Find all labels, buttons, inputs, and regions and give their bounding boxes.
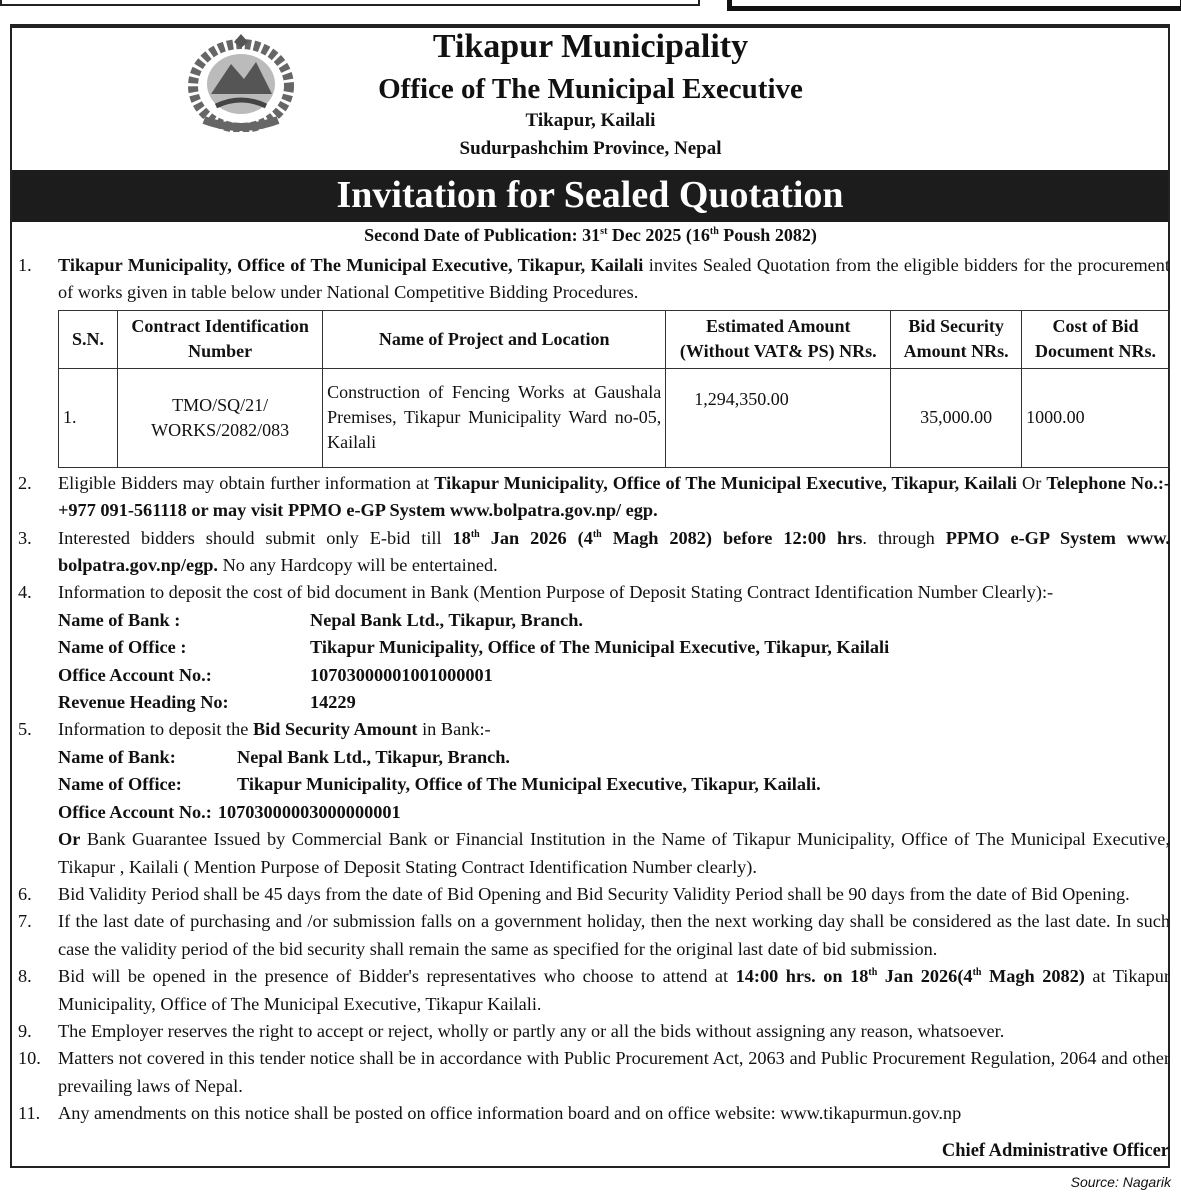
text-segment: Information to deposit the cost of bid document in Bank (Mention Purpose of Deposit Stating Contract Identification Number Clearly):- — [58, 582, 1054, 603]
text-segment: Matters not covered in this tender notice shall be in accordance with Public Procurement Act, 2063 and Public Procurement Regulation, 2064 and other prevailing laws of Nepal. — [58, 1048, 1170, 1096]
text-segment: . through — [862, 527, 946, 548]
list-item — [18, 881, 1170, 908]
paragraph — [58, 826, 1170, 881]
quotation-table — [58, 310, 1170, 468]
bank-detail-row — [58, 662, 1170, 689]
table-cell: 1000.00 — [1022, 368, 1170, 467]
table-cell: 1. — [59, 368, 118, 467]
item-body — [58, 579, 1170, 716]
list-item — [18, 908, 1170, 963]
bank-detail-row — [58, 607, 1170, 634]
text-segment: Eligible Bidders may obtain further information at — [58, 472, 435, 493]
address-city: Tikapur, Kailali — [525, 110, 656, 131]
list-item — [18, 470, 1170, 525]
item-body — [58, 908, 1170, 963]
list-item — [18, 1045, 1170, 1100]
text-segment: th — [709, 226, 719, 237]
item-number: 3. — [18, 527, 32, 548]
table-row — [59, 368, 1170, 467]
text-segment: Bid Security Amount — [252, 719, 418, 740]
previous-ad-border — [727, 0, 1181, 11]
signature: Chief Administrative Officer — [941, 1141, 1169, 1161]
text-segment: invites Sealed Quotation from the eligible bidders for the procurement of works given in table below under National Competitive Bidding Procedures. — [58, 255, 1170, 303]
text-segment: Bank Guarantee Issued by Commercial Bank or Financial Institution in the Name of Tikapur Municipality, Office of The Municipal Executive, Tikapur , Kailali ( Mention Purpose of Deposit Stating Contract Identification Number clearly). — [58, 829, 1170, 877]
column-header: S.N. — [59, 310, 118, 368]
text-segment: If the last date of purchasing and /or submission falls on a government holiday, then the next working day shall be considered as the last date. In such case the validity period of the bid security shall remain the same as specified for the original last date of bid submission. — [58, 911, 1170, 959]
paragraph — [58, 716, 1170, 743]
list-item — [18, 525, 1170, 580]
table-cell: 1,294,350.00 — [666, 368, 891, 467]
text-segment: PPMO e-GP System www. bolpatra.gov.np/egp. — [58, 527, 1170, 576]
item-body — [58, 252, 1170, 470]
text-segment: Magh 2082) before 12:00 hrs — [601, 527, 863, 548]
paragraph — [58, 1045, 1170, 1100]
text-segment: Tikapur Municipality, Office of The Municipal Executive, Tikapur, Kailali — [434, 472, 1017, 493]
list-item — [18, 252, 1170, 470]
text-segment: No any Hardcopy will be entertained. — [218, 555, 498, 576]
detail-value: 10703000003000000001 — [217, 801, 401, 822]
text-segment: Bid Validity Period shall be 45 days from the date of Bid Opening and Bid Security Validity Period shall be 90 days from the date of Bid Opening. — [58, 883, 1130, 904]
item-number: 7. — [18, 911, 32, 932]
paragraph — [58, 470, 1170, 525]
text-segment: Second Date of Publication: 31 — [364, 225, 601, 245]
detail-label: Name of Office : — [58, 637, 187, 658]
notice-banner: Invitation for Sealed Quotation — [12, 170, 1168, 222]
detail-label: Name of Office: — [58, 774, 182, 795]
item-number: 9. — [18, 1020, 32, 1041]
text-segment: th — [868, 967, 878, 979]
paragraph — [58, 963, 1170, 1018]
paragraph — [58, 252, 1170, 307]
source-credit: Source: Nagarik — [1070, 1174, 1171, 1190]
text-segment: th — [470, 528, 480, 540]
item-body — [58, 1045, 1170, 1100]
address-province: Sudurpashchim Province, Nepal — [459, 138, 722, 159]
table-cell: TMO/SQ/21/ WORKS/2082/083 — [118, 368, 323, 467]
item-body — [58, 1100, 1170, 1127]
text-segment: Interested bidders should submit only E-bid till — [58, 527, 453, 548]
detail-value: 10703000001001000001 — [310, 664, 493, 685]
item-body — [58, 716, 1170, 880]
text-segment: 18 — [452, 527, 471, 548]
item-number: 11. — [18, 1103, 41, 1124]
detail-label: Revenue Heading No: — [58, 692, 229, 713]
item-number: 4. — [18, 582, 32, 603]
column-header: Contract Identification Number — [118, 310, 323, 368]
item-number: 10. — [18, 1048, 41, 1069]
item-body — [58, 470, 1170, 525]
paragraph — [58, 908, 1170, 963]
text-segment: Telephone No.:- +977 091-561118 or may visit PPMO e-GP System www.bolpatra.gov.np/ egp. — [58, 472, 1170, 521]
bank-detail-row — [58, 689, 1170, 716]
list-item — [18, 1018, 1170, 1045]
item-body — [58, 881, 1170, 908]
item-body — [58, 525, 1170, 580]
text-segment: Or — [1016, 472, 1047, 493]
item-body — [58, 1018, 1170, 1045]
detail-label: Name of Bank : — [58, 609, 181, 630]
text-segment: st — [600, 226, 608, 237]
item-number: 2. — [18, 472, 32, 493]
text-segment: 14:00 hrs. on 18 — [735, 966, 869, 987]
text-segment: in Bank:- — [417, 719, 491, 740]
publication-date — [0, 225, 1181, 246]
detail-value: 14229 — [310, 692, 356, 713]
paragraph — [58, 579, 1170, 606]
previous-ad-border — [0, 0, 700, 6]
paragraph — [58, 525, 1170, 580]
item-body — [58, 963, 1170, 1018]
bank-detail-row — [58, 799, 1170, 826]
table-cell: 35,000.00 — [891, 368, 1022, 467]
text-segment: th — [972, 967, 982, 979]
detail-value: Tikapur Municipality, Office of The Municipal Executive, Tikapur, Kailali. — [237, 774, 821, 795]
text-segment: Any amendments on this notice shall be posted on office information board and on office website: www.tikapurmun.gov.np — [58, 1103, 962, 1124]
detail-label: Name of Bank: — [58, 746, 176, 767]
text-segment: Dec 2025 (16 — [607, 225, 710, 245]
detail-value: Tikapur Municipality, Office of The Municipal Executive, Tikapur, Kailali — [310, 637, 890, 658]
text-segment: Or — [58, 829, 81, 850]
item-number: 6. — [18, 883, 32, 904]
detail-label: Office Account No.: — [58, 801, 212, 822]
text-segment: Bid will be opened in the presence of Bidder's representatives who choose to attend at — [58, 966, 736, 987]
paragraph — [58, 1100, 1170, 1127]
bank-detail-row — [58, 634, 1170, 661]
text-segment: Jan 2026 (4 — [479, 527, 593, 548]
list-item — [18, 716, 1170, 880]
item-number: 8. — [18, 966, 32, 987]
item-number: 1. — [18, 255, 32, 275]
page-title: Tikapur Municipality — [432, 28, 749, 65]
paragraph — [58, 881, 1170, 908]
paragraph — [58, 1018, 1170, 1045]
detail-value: Nepal Bank Ltd., Tikapur, Branch. — [237, 746, 510, 767]
list-item — [18, 1100, 1170, 1127]
column-header: Estimated Amount (Without VAT& PS) NRs. — [666, 310, 891, 368]
bank-detail-row — [58, 744, 1170, 771]
item-number: 5. — [18, 719, 32, 740]
list-item — [18, 579, 1170, 716]
text-segment: The Employer reserves the right to accept or reject, wholly or partly any or all the bids without assigning any reason, whatsoever. — [58, 1020, 1005, 1041]
text-segment: at Tikapur Municipality, Office of The Municipal Executive, Tikapur Kailali. — [58, 966, 1171, 1014]
column-header: Cost of Bid Document NRs. — [1022, 310, 1170, 368]
detail-label: Office Account No.: — [58, 664, 212, 685]
list-item — [18, 963, 1170, 1018]
text-segment: Information to deposit the — [58, 719, 253, 740]
text-segment: th — [592, 528, 602, 540]
bank-detail-row — [58, 771, 1170, 798]
column-header: Name of Project and Location — [323, 310, 666, 368]
text-segment: Poush 2082) — [718, 225, 817, 245]
text-segment: Magh 2082) — [981, 966, 1085, 987]
text-segment: Jan 2026(4 — [877, 966, 973, 987]
text-segment: Tikapur Municipality, Office of The Municipal Executive, Tikapur, Kailali — [58, 255, 644, 275]
table-header-row — [59, 310, 1170, 368]
table-cell: Construction of Fencing Works at Gaushala Premises, Tikapur Municipality Ward no-05, Kailali — [323, 368, 666, 467]
office-name: Office of The Municipal Executive — [378, 73, 803, 105]
notice-items — [18, 252, 1170, 1128]
column-header: Bid Security Amount NRs. — [891, 310, 1022, 368]
detail-value: Nepal Bank Ltd., Tikapur, Branch. — [310, 609, 583, 630]
